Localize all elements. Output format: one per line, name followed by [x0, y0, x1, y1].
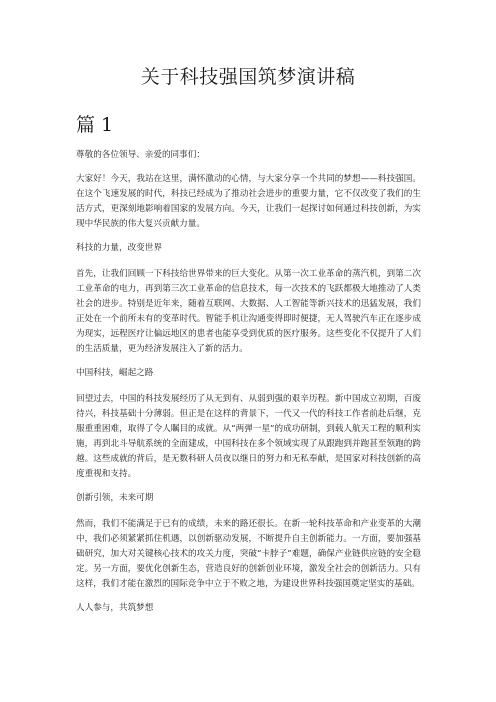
- paragraph-innovation: 然而，我们不能满足于已有的成绩，未来的路还很长。在新一轮科技革命和产业变革的大潮中，我们必须紧紧抓住机遇，以创新驱动发展，不断提升自主创新能力。一方面，要加强基础研究，加大对关键核心技术的攻关力度，突破“卡脖子”难题，确保产业链供应链的安全稳定。另一方面，要优化创新生态，营造良好的创新创业环境，激发全社会的创新活力。只有这样，我们才能在激烈的国际竞争中立于不败之地，为建设世界科技强国奠定坚实的基础。: [76, 519, 421, 589]
- subheading-china-rise: 中国科技，崛起之路: [76, 368, 154, 378]
- salutation: 尊敬的各位领导、亲爱的同事们：: [76, 150, 205, 160]
- document-title: 关于科技强国筑梦演讲稿: [140, 66, 356, 88]
- subheading-power-of-tech: 科技的力量，改变世界: [76, 243, 162, 253]
- opening-paragraph: 大家好！今天，我站在这里，满怀激动的心情，与大家分享一个共同的梦想——科技强国。在这个飞速发展的时代，科技已经成为了推动社会进步的重要力量，它不仅改变了我们的生活方式，更深刻地影响着国家的发展方向。今天，让我们一起探讨如何通过科技创新，为实现中华民族的伟大复兴贡献力量。: [76, 174, 421, 229]
- subheading-innovation: 创新引领，未来可期: [76, 493, 154, 503]
- section-heading: 篇 1: [76, 114, 114, 136]
- paragraph-china-achievements: 回望过去，中国的科技发展经历了从无到有、从弱到强的艰辛历程。新中国成立初期，百废待兴，科技基础十分薄弱。但正是在这样的背景下，一代又一代的科技工作者前赴后继，克服重重困难，取得了令人瞩目的成就。从“两弹一星”的成功研制，到载人航天工程的顺利实施，再到北斗导航系统的全面建成，中国科技在多个领域实现了从跟跑到并跑甚至领跑的跨越。这些成就的背后，是无数科研人员夜以继日的努力和无私奉献，是国家对科技创新的高度重视和支持。: [76, 394, 421, 479]
- subheading-participation: 人人参与，共筑梦想: [76, 603, 154, 613]
- document-body: [76, 148, 421, 627]
- paragraph-tech-history: 首先，让我们回顾一下科技给世界带来的巨大变化。从第一次工业革命的蒸汽机，到第二次工业革命的电力，再到第三次工业革命的信息技术，每一次技术的飞跃都极大地推动了人类社会的进步。特别是近年来，随着互联网、大数据、人工智能等新兴技术的迅猛发展，我们正处在一个前所未有的变革时代。智能手机让沟通变得即时便捷，无人驾驶汽车正在逐步成为现实，远程医疗让偏远地区的患者也能享受到优质的医疗服务。这些变化不仅提升了人们的生活质量，更为经济发展注入了新的活力。: [76, 269, 421, 354]
